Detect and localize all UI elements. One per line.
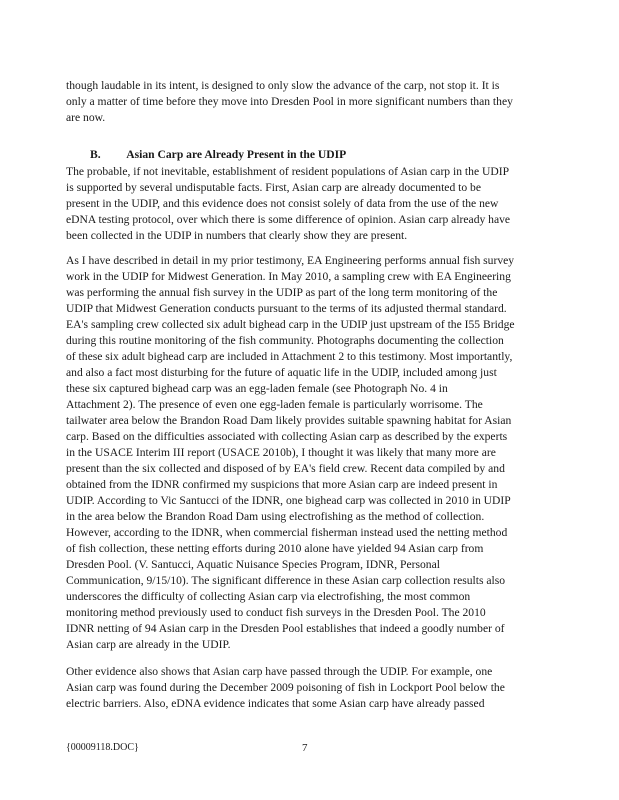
text-line: monitoring method previously used to conduct fish surveys in the Dresden Pool. The 2010 bbox=[66, 606, 486, 619]
text-line: underscores the difficulty of collecting Asian carp via electrofishing, the most common bbox=[66, 590, 471, 603]
text-line: UDIP that Midwest Generation conducts pursuant to the terms of its adjusted thermal standard. bbox=[66, 302, 507, 315]
text-line: and also a fact most disturbing for the future of aquatic life in the UDIP, included among just bbox=[66, 366, 497, 379]
text-line: present in the UDIP, and this evidence does not consist solely of data from the use of the new bbox=[66, 197, 499, 210]
text-line: The probable, if not inevitable, establishment of resident populations of Asian carp in the UDIP bbox=[66, 165, 510, 178]
text-line: Asian carp was found during the December 2009 poisoning of fish in Lockport Pool below the bbox=[66, 681, 505, 694]
text-line: Dresden Pool. (V. Santucci, Aquatic Nuisance Species Program, IDNR, Personal bbox=[66, 558, 440, 571]
paragraph-3 bbox=[66, 664, 558, 712]
text-line: obtained from the IDNR confirmed my suspicions that more Asian carp are indeed present in bbox=[66, 478, 498, 491]
text-line: only a matter of time before they move into Dresden Pool in more significant numbers than they bbox=[66, 95, 513, 108]
text-line: in the USACE Interim III report (USACE 2010b), I thought it was likely that many more are bbox=[66, 446, 496, 459]
text-line: present than the six collected and disposed of by EA's field crew. Recent data compiled by and bbox=[66, 462, 505, 475]
text-line: was performing the annual fish survey in the UDIP as part of the long term monitoring of the bbox=[66, 286, 498, 299]
intro-paragraph bbox=[66, 78, 558, 126]
text-line: However, according to the IDNR, when commercial fisherman instead used the netting method bbox=[66, 526, 508, 539]
text-line: Communication, 9/15/10). The significant difference in these Asian carp collection results also bbox=[66, 574, 506, 587]
text-line: are now. bbox=[66, 111, 106, 124]
text-line: work in the UDIP for Midwest Generation. In May 2010, a sampling crew with EA Engineering bbox=[66, 270, 511, 283]
text-line: Other evidence also shows that Asian carp have passed through the UDIP. For example, one bbox=[66, 665, 493, 678]
text-line: of fish collection, these netting efforts during 2010 alone have yielded 94 Asian carp from bbox=[66, 542, 484, 555]
text-line: EA's sampling crew collected six adult bighead carp in the UDIP just upstream of the I55 Bridge bbox=[66, 318, 515, 331]
footer-page-number: 7 bbox=[302, 742, 308, 754]
text-line: IDNR netting of 94 Asian carp in the Dresden Pool establishes that indeed a goodly number of bbox=[66, 622, 505, 635]
text-line: Attachment 2). The presence of even one egg-laden female is particularly worrisome. The bbox=[66, 398, 483, 411]
section-letter: B. bbox=[90, 148, 101, 161]
text-line: these six captured bighead carp was an egg-laden female (see Photograph No. 4 in bbox=[66, 382, 448, 395]
text-line: though laudable in its intent, is designed to only slow the advance of the carp, not stop it. It is bbox=[66, 79, 500, 92]
text-line: in the area below the Brandon Road Dam using electrofishing as the method of collection. bbox=[66, 510, 485, 523]
paragraph-1 bbox=[66, 164, 558, 244]
text-line: Asian carp are already in the UDIP. bbox=[66, 638, 231, 651]
text-line: is supported by several undisputable facts. First, Asian carp are already documented to be bbox=[66, 181, 481, 194]
text-line: As I have described in detail in my prior testimony, EA Engineering performs annual fish survey bbox=[66, 254, 515, 267]
text-line: been collected in the UDIP in numbers that clearly show they are present. bbox=[66, 229, 408, 242]
text-line: during this routine monitoring of the fish community. Photographs documenting the collection bbox=[66, 334, 504, 347]
paragraph-2 bbox=[66, 253, 558, 653]
text-line: tailwater area below the Brandon Road Dam likely provides suitable spawning habitat for Asian bbox=[66, 414, 512, 427]
section-title: Asian Carp are Already Present in the UDIP bbox=[126, 148, 347, 161]
text-line: eDNA testing protocol, over which there is some difference of opinion. Asian carp already have bbox=[66, 213, 511, 226]
text-line: UDIP. According to Vic Santucci of the IDNR, one bighead carp was collected in 2010 in UDIP bbox=[66, 494, 511, 507]
footer-doc-id: {00009118.DOC} bbox=[66, 742, 139, 753]
section-heading bbox=[66, 148, 346, 161]
text-line: electric barriers. Also, eDNA evidence indicates that some Asian carp have already passed bbox=[66, 697, 485, 710]
text-line: carp. Based on the difficulties associated with collecting Asian carp as described by the experts bbox=[66, 430, 508, 443]
text-line: of these six adult bighead carp are included in Attachment 2 to this testimony. Most importantly, bbox=[66, 350, 513, 363]
